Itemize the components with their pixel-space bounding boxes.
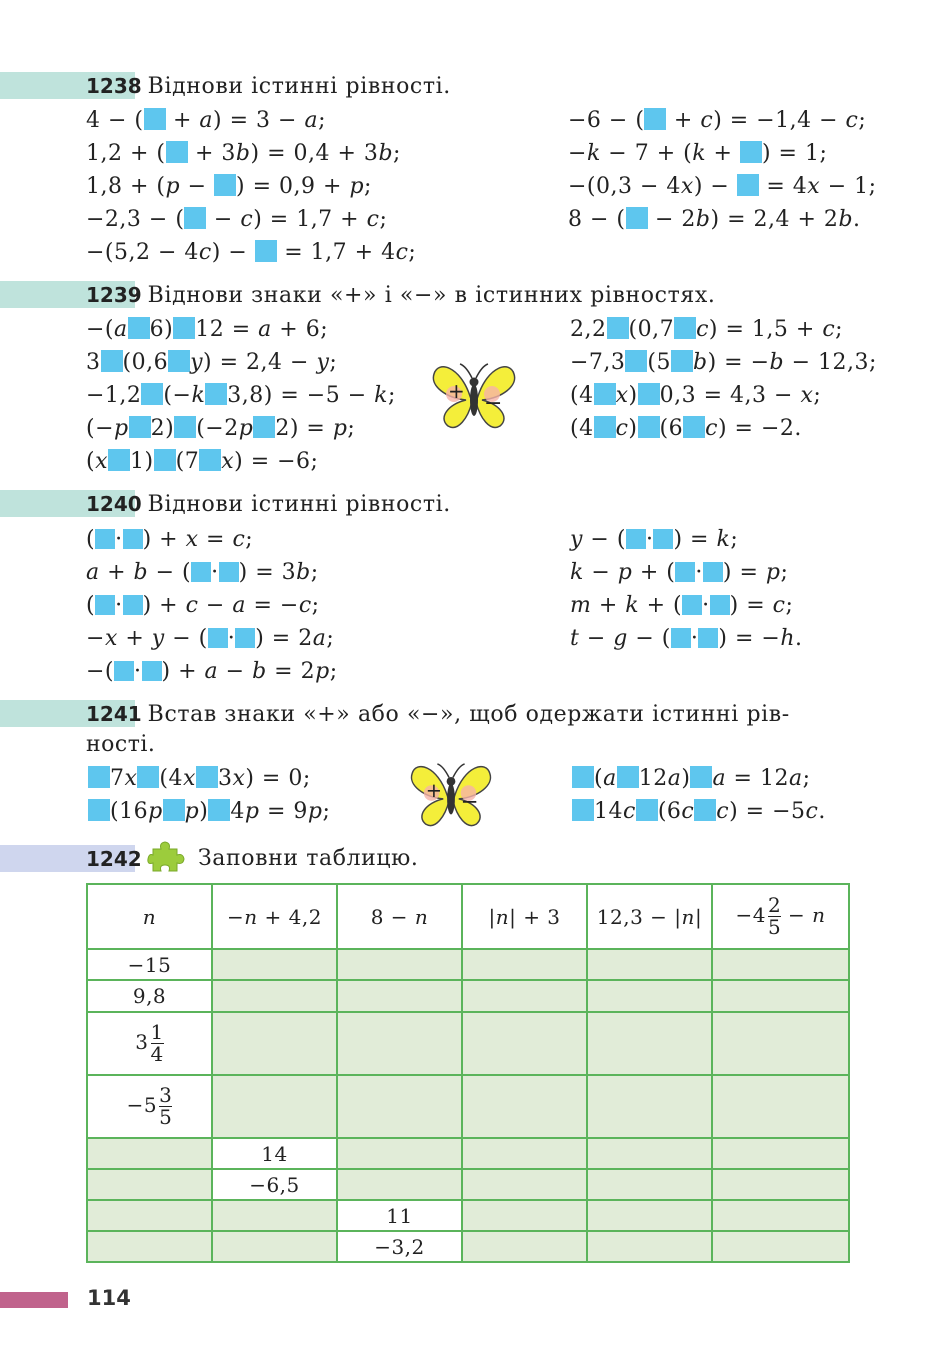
header-n: n [87, 884, 212, 949]
empty-cell[interactable] [712, 1200, 849, 1231]
empty-cell[interactable] [337, 949, 462, 980]
equation-1238-r1: −6 − ( + c) = −1,4 − c; [568, 108, 867, 133]
answer-box[interactable] [607, 317, 629, 339]
equation-1240-r2: k − p + ( · ) = p; [570, 560, 789, 585]
task-number: 1239 [86, 283, 142, 307]
empty-cell[interactable] [87, 1200, 212, 1231]
empty-cell[interactable] [587, 1138, 712, 1169]
equation-1240-l4: −x + y − ( · ) = 2a; [86, 626, 335, 651]
equation-1240-r4: t − g − ( · ) = −h. [570, 626, 803, 651]
task-title: Встав знаки «+» або «−», щоб одержати істинні рів- [147, 702, 790, 727]
equation-1238-r4: 8 − ( − 2b) = 2,4 + 2b. [568, 207, 861, 232]
header-12-3-minus-abs-n: 12,3 − |n| [587, 884, 712, 949]
answer-box[interactable] [683, 416, 705, 438]
answer-box[interactable] [644, 108, 666, 130]
fill-table [86, 883, 850, 1263]
butterfly-icon [408, 760, 494, 830]
answer-box[interactable] [636, 799, 658, 821]
answer-box[interactable] [144, 108, 166, 130]
answer-box[interactable] [737, 174, 759, 196]
header-abs-n-plus-3: |n| + 3 [462, 884, 587, 949]
task-title: Віднови знаки «+» і «−» в істинних рівностях. [147, 283, 716, 308]
equation-1239-l3: −1,2 (−k 3,8) = −5 − k; [86, 383, 396, 408]
answer-box[interactable] [108, 449, 130, 471]
answer-box[interactable] [638, 416, 660, 438]
task-1238-header [86, 71, 451, 102]
table-cell: 14 [212, 1138, 337, 1169]
equation-1241-l1: 7x (4x 3x) = 0; [88, 764, 311, 794]
answer-box[interactable] [214, 174, 236, 196]
empty-cell[interactable] [587, 949, 712, 980]
equation-1238-l5: −(5,2 − 4c) − = 1,7 + 4c; [86, 240, 417, 265]
answer-box[interactable] [703, 562, 723, 582]
answer-box[interactable] [95, 595, 115, 615]
answer-box[interactable] [572, 799, 594, 821]
empty-cell[interactable] [87, 1138, 212, 1169]
equation-1241-r2: 14c (6c c) = −5c. [572, 797, 826, 827]
answer-box[interactable] [219, 562, 239, 582]
answer-box[interactable] [690, 766, 712, 788]
answer-box[interactable] [617, 766, 639, 788]
equation-1238-l2: 1,2 + ( + 3b) = 0,4 + 3b; [86, 141, 401, 166]
table-cell: −6,5 [212, 1169, 337, 1200]
equation-1238-l4: −2,3 − ( − c) = 1,7 + c; [86, 207, 388, 232]
answer-box[interactable] [674, 317, 696, 339]
table-cell: −15 [87, 949, 212, 980]
answer-box[interactable] [626, 207, 648, 229]
empty-cell[interactable] [712, 980, 849, 1012]
empty-cell[interactable] [337, 980, 462, 1012]
answer-box[interactable] [638, 383, 660, 405]
equation-1240-l1: ( · ) + x = c; [86, 527, 254, 552]
answer-box[interactable] [174, 416, 196, 438]
svg-text:−: − [484, 391, 503, 416]
butterfly-icon [430, 360, 518, 432]
answer-box[interactable] [88, 766, 110, 788]
equation-1239-r1: 2,2 (0,7 c) = 1,5 + c; [570, 317, 844, 342]
answer-box[interactable] [123, 529, 143, 549]
puzzle-icon [147, 839, 187, 875]
equation-1239-l2: 3 (0,6 y) = 2,4 − y; [86, 350, 338, 375]
page-number-bar [0, 1292, 68, 1308]
answer-box[interactable] [626, 529, 646, 549]
empty-cell[interactable] [337, 1012, 462, 1075]
answer-box[interactable] [168, 350, 190, 372]
header-neg-4-2-5-minus-n: −4 $\frac{2}{5}$ − n [712, 884, 849, 949]
answer-box[interactable] [184, 207, 206, 229]
empty-cell[interactable] [87, 1231, 212, 1262]
empty-cell[interactable] [712, 1075, 849, 1138]
empty-cell[interactable] [587, 1169, 712, 1200]
task-title: Заповни таблицю. [198, 846, 419, 871]
table-cell: 9,8 [87, 980, 212, 1012]
equation-1239-r4: (4 c) (6 c) = −2. [570, 416, 802, 441]
empty-cell[interactable] [462, 980, 587, 1012]
empty-cell[interactable] [462, 1075, 587, 1138]
empty-cell[interactable] [462, 949, 587, 980]
equation-1240-r1: y − ( · ) = k; [570, 527, 739, 552]
svg-text:+: + [448, 379, 465, 403]
empty-cell[interactable] [462, 1138, 587, 1169]
empty-cell[interactable] [462, 1231, 587, 1262]
empty-cell[interactable] [587, 1200, 712, 1231]
page-number: 114 [87, 1286, 131, 1310]
equation-1241-l2: (16p p) 4p = 9p; [88, 797, 330, 827]
answer-box[interactable] [173, 317, 195, 339]
answer-box[interactable] [235, 628, 255, 648]
answer-box[interactable] [205, 383, 227, 405]
task-number: 1242 [86, 847, 142, 871]
header-8-minus-n: 8 − n [337, 884, 462, 949]
svg-text:+: + [425, 778, 443, 802]
equation-1240-r3: m + k + ( · ) = c; [570, 593, 794, 618]
empty-cell[interactable] [587, 1012, 712, 1075]
empty-cell[interactable] [337, 1075, 462, 1138]
equation-1241-r1: (a 12a) a = 12a; [572, 764, 811, 794]
equation-1238-r2: −k − 7 + (k + ) = 1; [568, 141, 828, 166]
answer-box[interactable] [698, 628, 718, 648]
answer-box[interactable] [682, 595, 702, 615]
answer-box[interactable] [625, 350, 647, 372]
equation-1239-l1: −(a 6) 12 = a + 6; [86, 317, 329, 342]
equation-1238-l3: 1,8 + (p − ) = 0,9 + p; [86, 174, 372, 199]
empty-cell[interactable] [212, 1231, 337, 1262]
equation-1239-r2: −7,3 (5 b) = −b − 12,3; [570, 350, 877, 375]
empty-cell[interactable] [462, 1012, 587, 1075]
equation-1239-r3: (4 x) 0,3 = 4,3 − x; [570, 383, 822, 408]
answer-box[interactable] [208, 628, 228, 648]
answer-box[interactable] [740, 141, 762, 163]
answer-box[interactable] [88, 799, 110, 821]
task-title: Віднови істинні рівності. [147, 74, 451, 99]
answer-box[interactable] [694, 799, 716, 821]
empty-cell[interactable] [212, 949, 337, 980]
answer-box[interactable] [137, 766, 159, 788]
answer-box[interactable] [671, 628, 691, 648]
equation-1239-l5: (x 1) (7 x) = −6; [86, 449, 319, 474]
answer-box[interactable] [95, 529, 115, 549]
empty-cell[interactable] [587, 1075, 712, 1138]
equation-1240-l5: −( · ) + a − b = 2p; [86, 659, 338, 684]
answer-box[interactable] [191, 562, 211, 582]
empty-cell[interactable] [712, 1169, 849, 1200]
equation-1240-l2: a + b − ( · ) = 3b; [86, 560, 319, 585]
answer-box[interactable] [675, 562, 695, 582]
empty-cell[interactable] [212, 1075, 337, 1138]
empty-cell[interactable] [87, 1169, 212, 1200]
task-1241-title-cont: ності. [86, 732, 156, 757]
empty-cell[interactable] [712, 1012, 849, 1075]
table-cell: 3 $\frac{1}{4}$ [87, 1012, 212, 1075]
empty-cell[interactable] [212, 1012, 337, 1075]
task-number: 1240 [86, 492, 142, 516]
answer-box[interactable] [594, 416, 616, 438]
answer-box[interactable] [128, 317, 150, 339]
answer-box[interactable] [255, 240, 277, 262]
equation-1238-l1: 4 − ( + a) = 3 − a; [86, 108, 327, 133]
header-neg-n-plus-4-2: −n + 4,2 [212, 884, 337, 949]
answer-box[interactable] [653, 529, 673, 549]
empty-cell[interactable] [462, 1200, 587, 1231]
empty-cell[interactable] [712, 1138, 849, 1169]
task-1241-header [86, 699, 790, 730]
answer-box[interactable] [572, 766, 594, 788]
answer-box[interactable] [671, 350, 693, 372]
table-cell: −5 $\frac{3}{5}$ [87, 1075, 212, 1138]
answer-box[interactable] [594, 383, 616, 405]
table-cell: 11 [337, 1200, 462, 1231]
empty-cell[interactable] [587, 980, 712, 1012]
answer-box[interactable] [199, 449, 221, 471]
task-1239-header [86, 280, 715, 311]
svg-text:−: − [460, 789, 479, 815]
equation-1239-l4: (−p 2) (−2p 2) = p; [86, 416, 356, 441]
answer-box[interactable] [196, 766, 218, 788]
answer-box[interactable] [123, 595, 143, 615]
empty-cell[interactable] [337, 1169, 462, 1200]
answer-box[interactable] [208, 799, 230, 821]
answer-box[interactable] [163, 799, 185, 821]
task-number: 1238 [86, 74, 142, 98]
answer-box[interactable] [710, 595, 730, 615]
table-cell: −3,2 [337, 1231, 462, 1262]
task-1242-header [86, 844, 148, 875]
empty-cell[interactable] [712, 1231, 849, 1262]
empty-cell[interactable] [712, 949, 849, 980]
answer-box[interactable] [114, 661, 134, 681]
empty-cell[interactable] [587, 1231, 712, 1262]
answer-box[interactable] [142, 661, 162, 681]
answer-box[interactable] [141, 383, 163, 405]
answer-box[interactable] [154, 449, 176, 471]
answer-box[interactable] [166, 141, 188, 163]
answer-box[interactable] [129, 416, 151, 438]
task-title: Віднови істинні рівності. [147, 492, 451, 517]
task-1240-header [86, 489, 451, 520]
empty-cell[interactable] [212, 980, 337, 1012]
answer-box[interactable] [101, 350, 123, 372]
answer-box[interactable] [253, 416, 275, 438]
equation-1240-l3: ( · ) + c − a = −c; [86, 593, 320, 618]
empty-cell[interactable] [212, 1200, 337, 1231]
empty-cell[interactable] [462, 1169, 587, 1200]
equation-1238-r3: −(0,3 − 4x) − = 4x − 1; [568, 174, 877, 199]
task-number: 1241 [86, 702, 142, 726]
empty-cell[interactable] [337, 1138, 462, 1169]
